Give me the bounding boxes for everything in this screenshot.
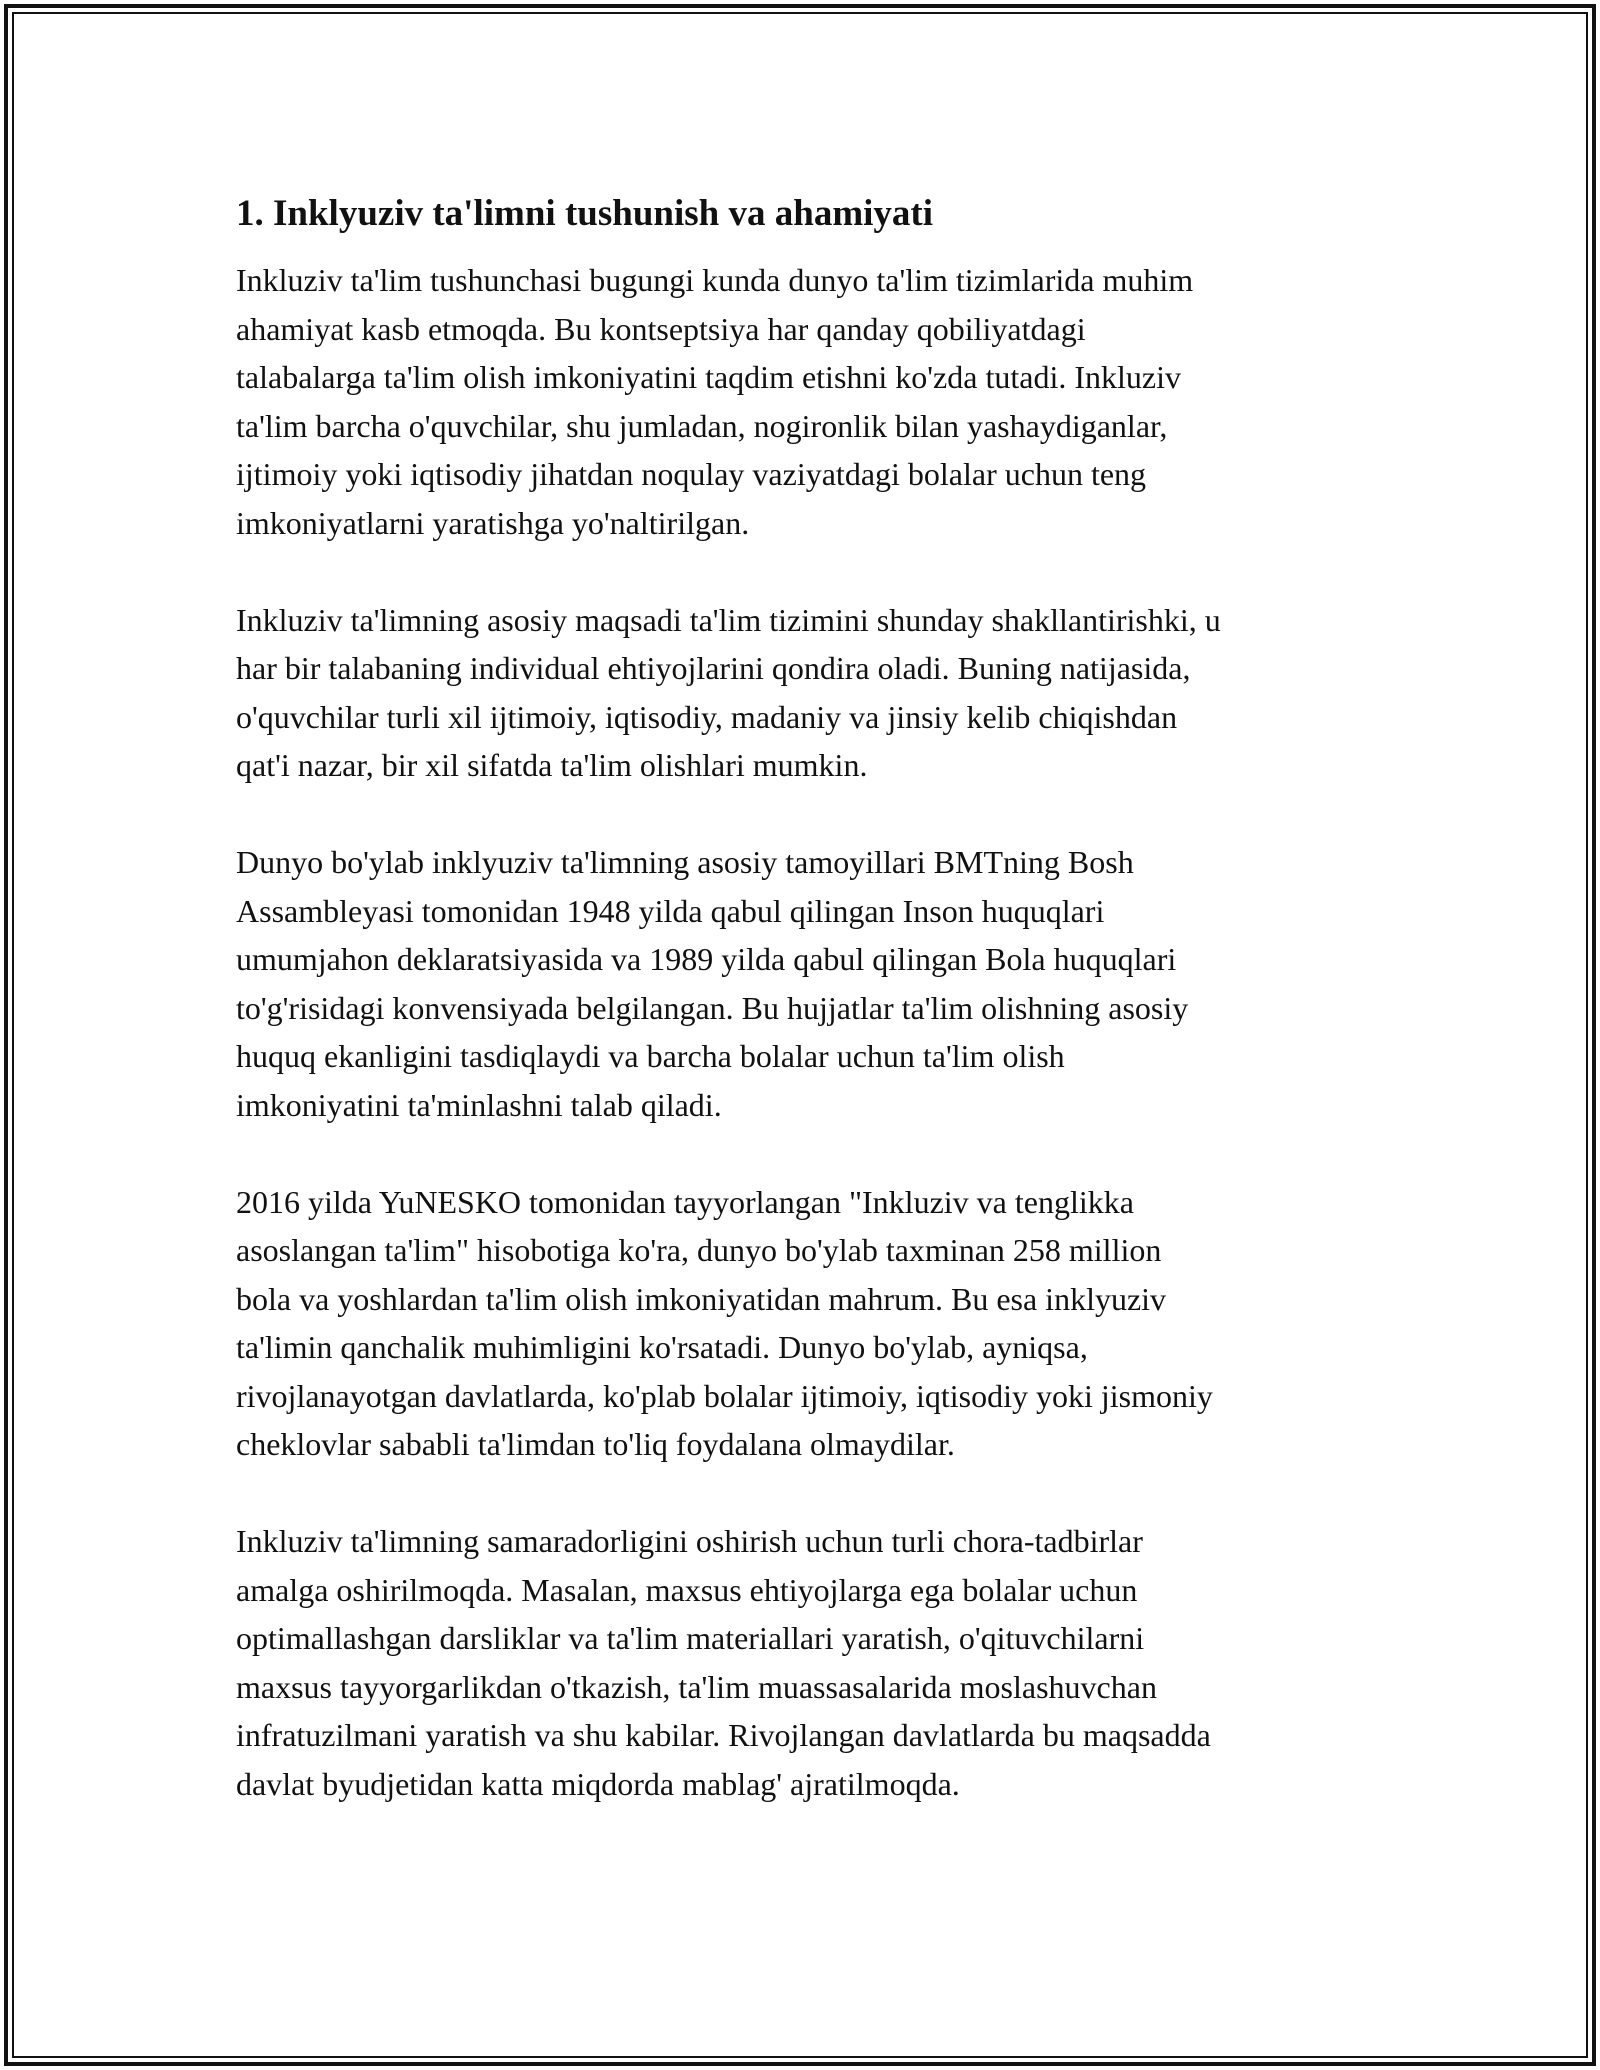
section-heading: 1. Inklyuziv ta'limni tushunish va ahamiyati [236, 193, 934, 234]
paragraph-1: Inkluziv ta'lim tushunchasi bugungi kunda dunyo ta'lim tizimlarida muhim ahamiyat kasb etmoqda. Bu kontseptsiya har qanday qobiliyatdagi talabalarga ta'lim olish imkoniyatini taqdim etishni ko'zda tutadi. Inkluziv ta'lim barcha o'quvchilar, shu jumladan, nogironlik bilan yashaydiganlar, ijtimoiy yoki iqtisodiy jihatdan noqulay vaziyatdagi bolalar uchun teng imkoniyatlarni yaratishga yo'naltirilgan. [236, 262, 1194, 541]
paragraph-4: 2016 yilda YuNESKO tomonidan tayyorlangan "Inkluziv va tenglikka asoslangan ta'lim" hisobotiga ko'ra, dunyo bo'ylab taxminan 258 million bola va yoshlardan ta'lim olish imkoniyatidan mahrum. Bu esa inklyuziv ta'limin qanchalik muhimligini ko'rsatadi. Dunyo bo'ylab, ayniqsa, rivojlanayotgan davlatlarda, ko'plab bolalar ijtimoiy, iqtisodiy yoki jismoniy cheklovlar sababli ta'limdan to'liq foydalana olmaydilar. [236, 1183, 1213, 1462]
paragraph-3: Dunyo bo'ylab inklyuziv ta'limning asosiy tamoyillari BMTning Bosh Assambleyasi tomonidan 1948 yilda qabul qilingan Inson huquqlari umumjahon deklaratsiyasida va 1989 yilda qabul qilingan Bola huquqlari to'g'risidagi konvensiyada belgilangan. Bu hujjatlar ta'lim olishning asosiy huquq ekanligini tasdiqlaydi va barcha bolalar uchun ta'lim olish imkoniyatini ta'minlashni talab qiladi. [236, 844, 1189, 1123]
paragraph-2: Inkluziv ta'limning asosiy maqsadi ta'lim tizimini shunday shakllantirishki, u har bir talabaning individual ehtiyojlarini qondira oladi. Buning natijasida, o'quvchilar turli xil ijtimoiy, iqtisodiy, madaniy va jinsiy kelib chiqishdan qat'i nazar, bir xil sifatda ta'lim olishlari mumkin. [236, 601, 1221, 783]
document-body [236, 186, 1376, 1857]
paragraph-5: Inkluziv ta'limning samaradorligini oshirish uchun turli chora-tadbirlar amalga oshirilmoqda. Masalan, maxsus ehtiyojlarga ega bolalar uchun optimallashgan darsliklar va ta'lim materiallari yaratish, o'qituvchilarni maxsus tayyorgarlikdan o'tkazish, ta'lim muassasalarida moslashuvchan infratuzilmani yaratish va shu kabilar. Rivojlangan davlatlarda bu maqsadda davlat byudjetidan katta miqdorda mablag' ajratilmoqda. [236, 1523, 1211, 1802]
